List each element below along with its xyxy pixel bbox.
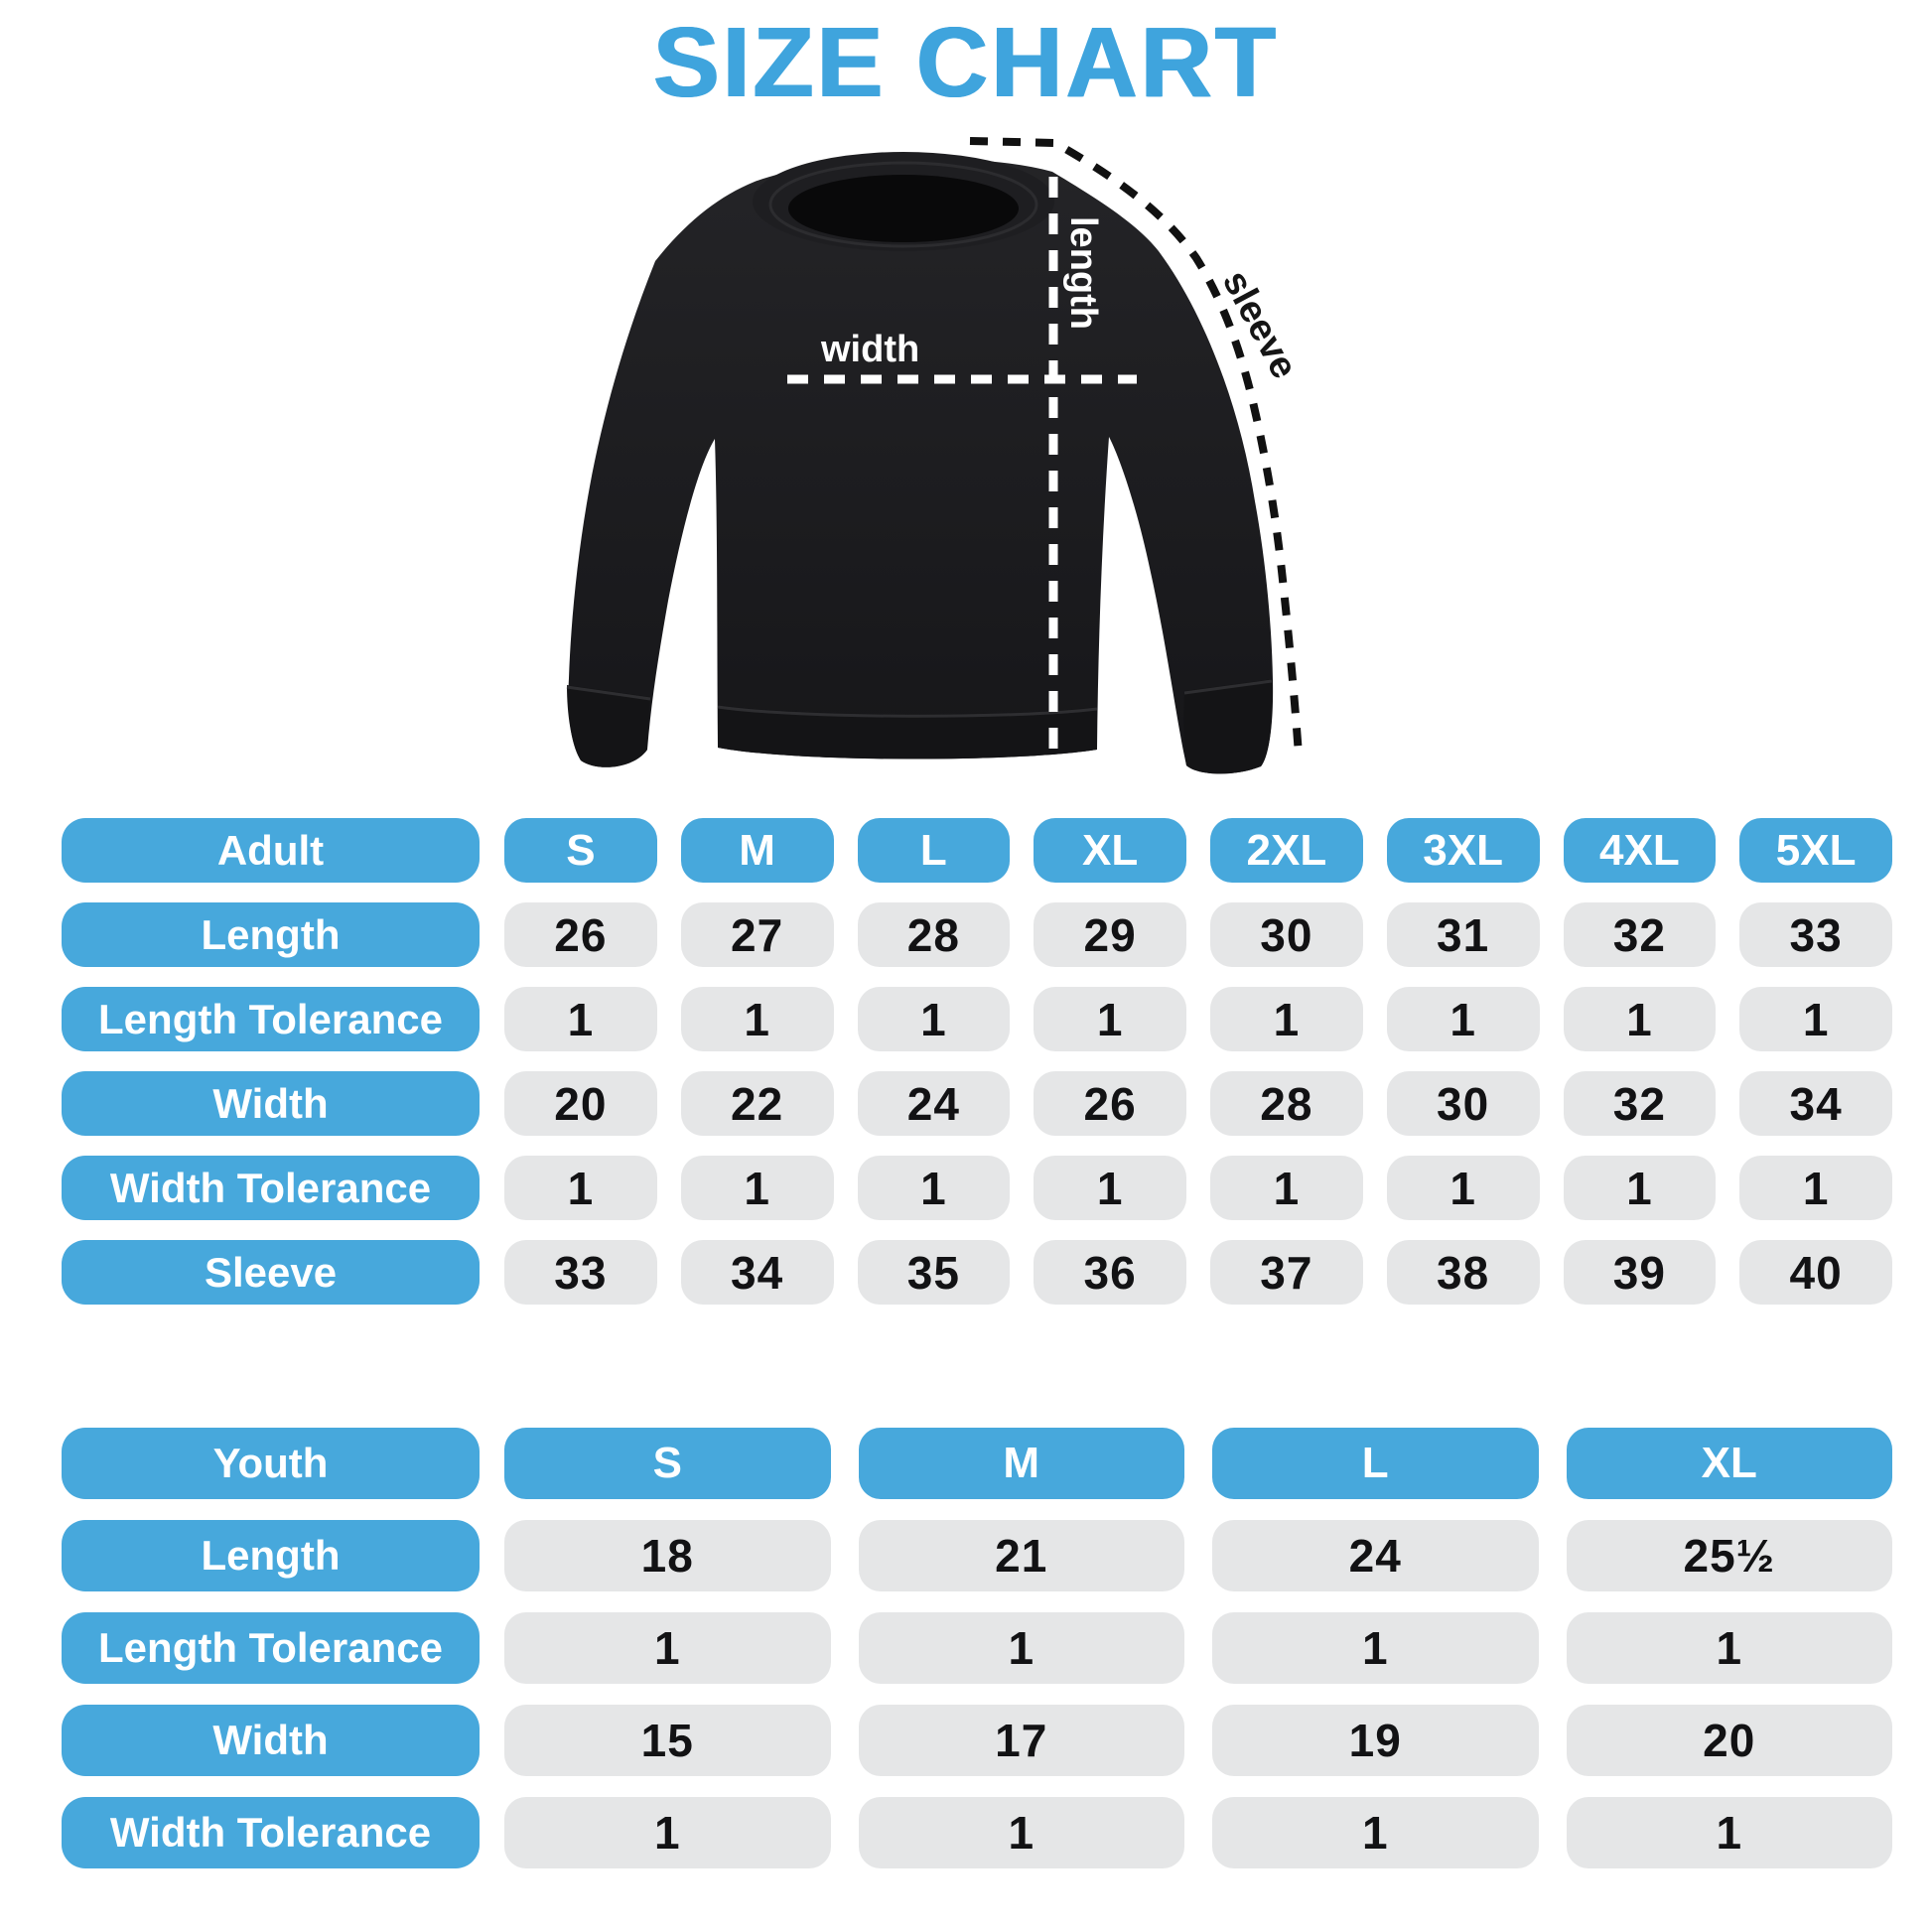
value-cell: 35 [858, 1240, 1011, 1305]
row-cells [504, 1071, 1892, 1136]
row-cells [504, 1520, 1892, 1591]
column-header-pill: 4XL [1564, 818, 1717, 883]
value-cell: 28 [858, 902, 1011, 967]
value-cell: 1 [681, 1156, 834, 1220]
row-cells [504, 818, 1892, 883]
column-header-pill: 3XL [1387, 818, 1540, 883]
column-header-pill: M [681, 818, 834, 883]
value-cell: 1 [1210, 1156, 1363, 1220]
value-cell: 1 [1564, 987, 1717, 1051]
table-row [62, 1705, 1892, 1776]
value-cell: 27 [681, 902, 834, 967]
row-label: Width Tolerance [62, 1797, 480, 1868]
row-label: Sleeve [62, 1240, 480, 1305]
value-cell: 34 [1739, 1071, 1892, 1136]
width-label: width [821, 329, 920, 370]
length-label: length [1061, 216, 1104, 330]
row-label: Width [62, 1071, 480, 1136]
row-cells [504, 1428, 1892, 1499]
value-cell: 24 [858, 1071, 1011, 1136]
table-row [62, 1071, 1892, 1136]
value-cell: 30 [1387, 1071, 1540, 1136]
value-cell: 1 [1739, 987, 1892, 1051]
value-cell: 1 [504, 1797, 831, 1868]
value-cell: 1 [858, 1156, 1011, 1220]
column-header-pill: 2XL [1210, 818, 1363, 883]
neck-opening [788, 175, 1019, 242]
table-row [62, 1797, 1892, 1868]
value-cell: 37 [1210, 1240, 1363, 1305]
row-label: Length Tolerance [62, 987, 480, 1051]
value-cell: 40 [1739, 1240, 1892, 1305]
row-label: Length [62, 1520, 480, 1591]
value-cell: 1 [681, 987, 834, 1051]
value-cell: 1 [1567, 1797, 1893, 1868]
value-cell: 15 [504, 1705, 831, 1776]
value-cell: 1 [1739, 1156, 1892, 1220]
column-header-pill: 5XL [1739, 818, 1892, 883]
value-cell: 1 [1212, 1797, 1539, 1868]
value-cell: 31 [1387, 902, 1540, 967]
column-header-pill: S [504, 818, 657, 883]
sweatshirt-diagram [501, 99, 1335, 794]
value-cell: 19 [1212, 1705, 1539, 1776]
sweatshirt-illustration [501, 99, 1335, 794]
value-cell: 34 [681, 1240, 834, 1305]
value-cell: 1 [504, 987, 657, 1051]
value-cell: 25½ [1567, 1520, 1893, 1591]
value-cell: 1 [1387, 1156, 1540, 1220]
row-cells [504, 1797, 1892, 1868]
column-header-pill: L [1212, 1428, 1539, 1499]
column-header-pill: L [858, 818, 1011, 883]
value-cell: 1 [859, 1612, 1185, 1684]
page-title: SIZE CHART [653, 7, 1279, 118]
table-row [62, 902, 1892, 967]
table-row [62, 1156, 1892, 1220]
row-label: Width Tolerance [62, 1156, 480, 1220]
value-cell: 1 [504, 1156, 657, 1220]
value-cell: 17 [859, 1705, 1185, 1776]
value-cell: 1 [858, 987, 1011, 1051]
value-cell: 21 [859, 1520, 1185, 1591]
value-cell: 32 [1564, 1071, 1717, 1136]
row-cells [504, 1156, 1892, 1220]
value-cell: 38 [1387, 1240, 1540, 1305]
value-cell: 18 [504, 1520, 831, 1591]
value-cell: 24 [1212, 1520, 1539, 1591]
value-cell: 1 [1387, 987, 1540, 1051]
table-row [62, 1520, 1892, 1591]
value-cell: 26 [1034, 1071, 1186, 1136]
table-row [62, 1240, 1892, 1305]
header-row [62, 1428, 1892, 1499]
value-cell: 1 [1567, 1612, 1893, 1684]
value-cell: 28 [1210, 1071, 1363, 1136]
sleeve-label: sleeve [1213, 263, 1306, 386]
value-cell: 33 [1739, 902, 1892, 967]
row-cells [504, 1240, 1892, 1305]
value-cell: 1 [1210, 987, 1363, 1051]
row-cells [504, 1612, 1892, 1684]
row-cells [504, 987, 1892, 1051]
table-group-label: Adult [62, 818, 480, 883]
value-cell: 1 [859, 1797, 1185, 1868]
header-row [62, 818, 1892, 883]
column-header-pill: XL [1034, 818, 1186, 883]
value-cell: 1 [1034, 1156, 1186, 1220]
value-cell: 36 [1034, 1240, 1186, 1305]
value-cell: 33 [504, 1240, 657, 1305]
adult-size-table [62, 818, 1892, 1305]
value-cell: 29 [1034, 902, 1186, 967]
table-row [62, 987, 1892, 1051]
value-cell: 1 [504, 1612, 831, 1684]
column-header-pill: S [504, 1428, 831, 1499]
table-group-label: Youth [62, 1428, 480, 1499]
row-cells [504, 1705, 1892, 1776]
value-cell: 39 [1564, 1240, 1717, 1305]
youth-size-table [62, 1428, 1892, 1868]
value-cell: 22 [681, 1071, 834, 1136]
row-cells [504, 902, 1892, 967]
table-row [62, 1612, 1892, 1684]
row-label: Length [62, 902, 480, 967]
row-label: Width [62, 1705, 480, 1776]
value-cell: 32 [1564, 902, 1717, 967]
column-header-pill: M [859, 1428, 1185, 1499]
right-cuff [1183, 679, 1272, 773]
value-cell: 1 [1212, 1612, 1539, 1684]
value-cell: 20 [1567, 1705, 1893, 1776]
row-label: Length Tolerance [62, 1612, 480, 1684]
value-cell: 30 [1210, 902, 1363, 967]
value-cell: 1 [1564, 1156, 1717, 1220]
value-cell: 26 [504, 902, 657, 967]
value-cell: 1 [1034, 987, 1186, 1051]
column-header-pill: XL [1567, 1428, 1893, 1499]
value-cell: 20 [504, 1071, 657, 1136]
